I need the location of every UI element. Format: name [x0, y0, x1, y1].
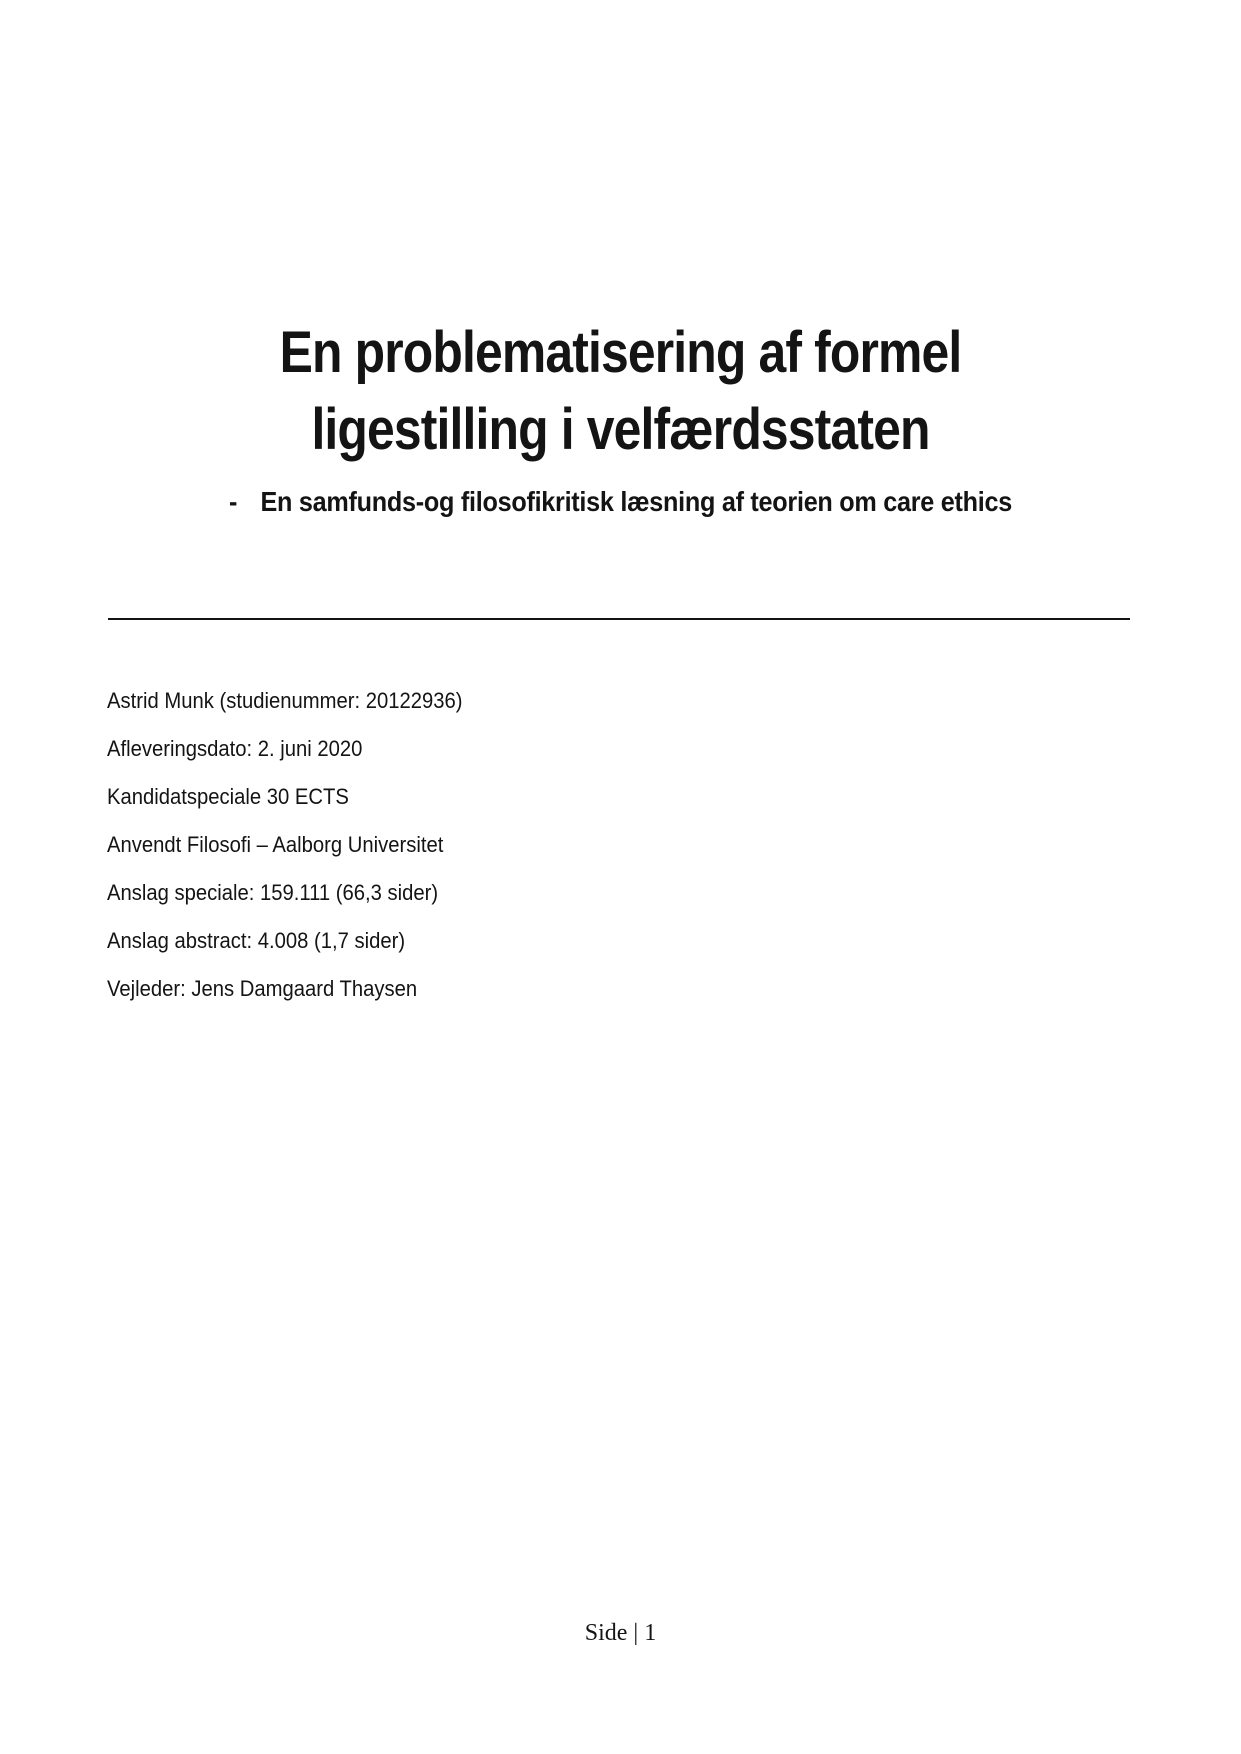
- detail-supervisor: Vejleder: Jens Damgaard Thaysen: [107, 976, 418, 1001]
- page-footer: [0, 1618, 1241, 1648]
- subtitle-dash: -: [228, 486, 238, 517]
- document-details: [107, 677, 935, 1013]
- document-title: [87, 314, 1154, 468]
- detail-submission-date: Afleveringsdato: 2. juni 2020: [107, 736, 363, 761]
- page-number-label: Side | 1: [584, 1620, 657, 1646]
- subtitle-text: En samfunds-og filosofikritisk læsning af teorien om care ethics: [260, 486, 1012, 517]
- detail-thesis-type: Kandidatspeciale 30 ECTS: [107, 784, 349, 809]
- detail-character-count-abstract: Anslag abstract: 4.008 (1,7 sider): [107, 928, 406, 953]
- detail-author: Astrid Munk (studienummer: 20122936): [107, 688, 463, 713]
- detail-character-count-thesis: Anslag speciale: 159.111 (66,3 sider): [107, 880, 439, 905]
- detail-program-university: Anvendt Filosofi – Aalborg Universitet: [107, 832, 444, 857]
- horizontal-rule: [108, 618, 1130, 620]
- document-subtitle: [62, 484, 1179, 520]
- title-line-1: En problematisering af formel: [279, 320, 962, 385]
- title-line-2: ligestilling i velfærdsstaten: [311, 397, 930, 462]
